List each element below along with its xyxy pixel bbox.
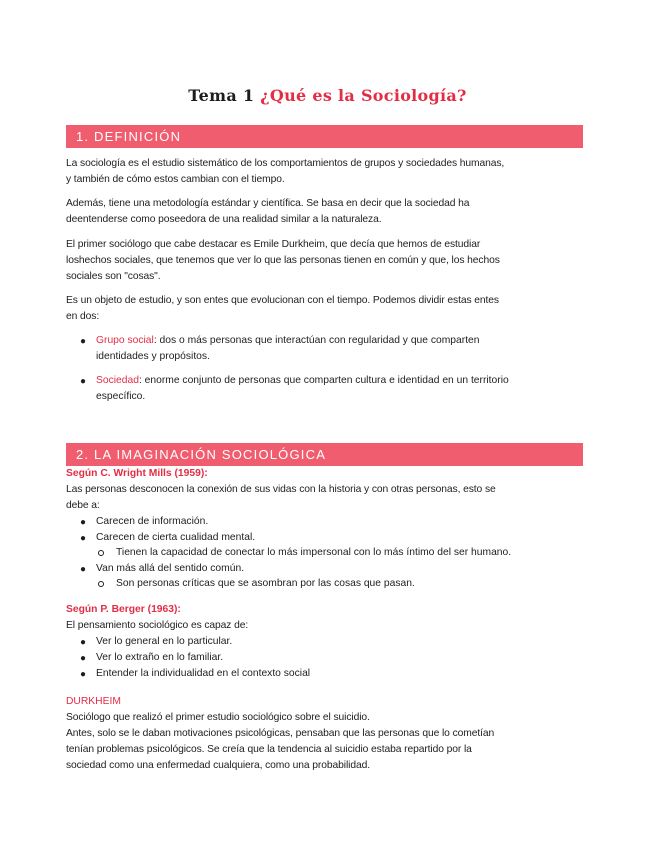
text-line: sociedad como una enfermedad cualquiera, como una probabilidad. — [66, 760, 370, 771]
subheading-durkheim: DURKHEIM — [66, 696, 121, 707]
list-item-sociedad — [96, 373, 582, 405]
text-line: en dos: — [66, 311, 100, 322]
bullet-icon: ● — [80, 533, 87, 544]
document-title — [0, 86, 655, 105]
bullet-icon: ● — [80, 376, 87, 387]
paragraph-durkheim — [66, 710, 584, 774]
title-question: ¿Qué es la Sociología? — [260, 86, 467, 105]
list-subitem: Son personas críticas que se asombran por las cosas que pasan. — [116, 578, 415, 589]
text-line: loshechos sociales, que tenemos que ver lo que las personas tienen en común y que, los hechos — [66, 255, 500, 266]
list-item: Van más allá del sentido común. — [96, 563, 245, 574]
term-grupo-social: Grupo social — [96, 335, 154, 346]
definition-text: específico. — [96, 391, 146, 402]
paragraph-mills-intro — [66, 482, 584, 514]
bullet-icon: ● — [80, 637, 87, 648]
text-line: La sociología es el estudio sistemático de los comportamientos de grupos y sociedades humanas, — [66, 158, 505, 169]
section-heading-imaginacion: 2. LA IMAGINACIÓN SOCIOLÓGICA — [66, 443, 583, 466]
definition-text: : dos o más personas que interactúan con regularidad y que comparten — [153, 335, 480, 346]
paragraph-methodology — [66, 196, 584, 228]
text-line: Antes, solo se le daban motivaciones psicológicas, pensaban que las personas que lo cometían — [66, 728, 495, 739]
paragraph-definition — [66, 156, 584, 188]
text-line: tenían problemas psicológicos. Se creía que la tendencia al suicidio estaba repartido por la — [66, 744, 472, 755]
text-line: El pensamiento sociológico es capaz de: — [66, 620, 249, 631]
paragraph-entes — [66, 293, 584, 325]
text-line: Sociólogo que realizó el primer estudio sociológico sobre el suicidio. — [66, 712, 370, 723]
text-line: deentenderse como poseedora de una realidad similar a la naturaleza. — [66, 214, 382, 225]
text-line: y también de cómo estos cambian con el tiempo. — [66, 174, 285, 185]
list-item: Carecen de información. — [96, 516, 209, 527]
text-line: Además, tiene una metodología estándar y científica. Se basa en decir que la sociedad ha — [66, 198, 470, 209]
list-item: Entender la individualidad en el contexto social — [96, 668, 311, 679]
paragraph-berger-intro — [66, 618, 584, 634]
section-heading-definicion: 1. DEFINICIÓN — [66, 125, 583, 148]
text-line: El primer sociólogo que cabe destacar es Emile Durkheim, que decía que hemos de estudiar — [66, 239, 481, 250]
list-subitem: Tienen la capacidad de conectar lo más impersonal con lo más íntimo del ser humano. — [116, 547, 512, 558]
list-item: Ver lo general en lo particular. — [96, 636, 233, 647]
list-item: Carecen de cierta cualidad mental. — [96, 532, 256, 543]
bullet-icon: ● — [80, 564, 87, 575]
paragraph-durkheim-intro — [66, 237, 584, 285]
list-item-grupo-social — [96, 333, 582, 365]
circle-bullet-icon — [98, 581, 104, 587]
text-line: sociales son "cosas". — [66, 271, 161, 282]
text-line: Es un objeto de estudio, y son entes que evolucionan con el tiempo. Podemos dividir estas entes — [66, 295, 499, 306]
definition-text: : enorme conjunto de personas que comparten cultura e identidad en un territorio — [138, 375, 509, 386]
list-item: Ver lo extraño en lo familiar. — [96, 652, 224, 663]
title-topic: Tema 1 — [188, 86, 255, 105]
bullet-icon: ● — [80, 336, 87, 347]
definition-text: identidades y propósitos. — [96, 351, 210, 362]
circle-bullet-icon — [98, 550, 104, 556]
bullet-icon: ● — [80, 517, 87, 528]
text-line: debe a: — [66, 500, 100, 511]
bullet-icon: ● — [80, 653, 87, 664]
bullet-icon: ● — [80, 669, 87, 680]
subheading-mills: Según C. Wright Mills (1959): — [66, 468, 208, 479]
text-line: Las personas desconocen la conexión de sus vidas con la historia y con otras personas, esto se — [66, 484, 496, 495]
subheading-berger: Según P. Berger (1963): — [66, 604, 181, 615]
term-sociedad: Sociedad — [96, 375, 139, 386]
